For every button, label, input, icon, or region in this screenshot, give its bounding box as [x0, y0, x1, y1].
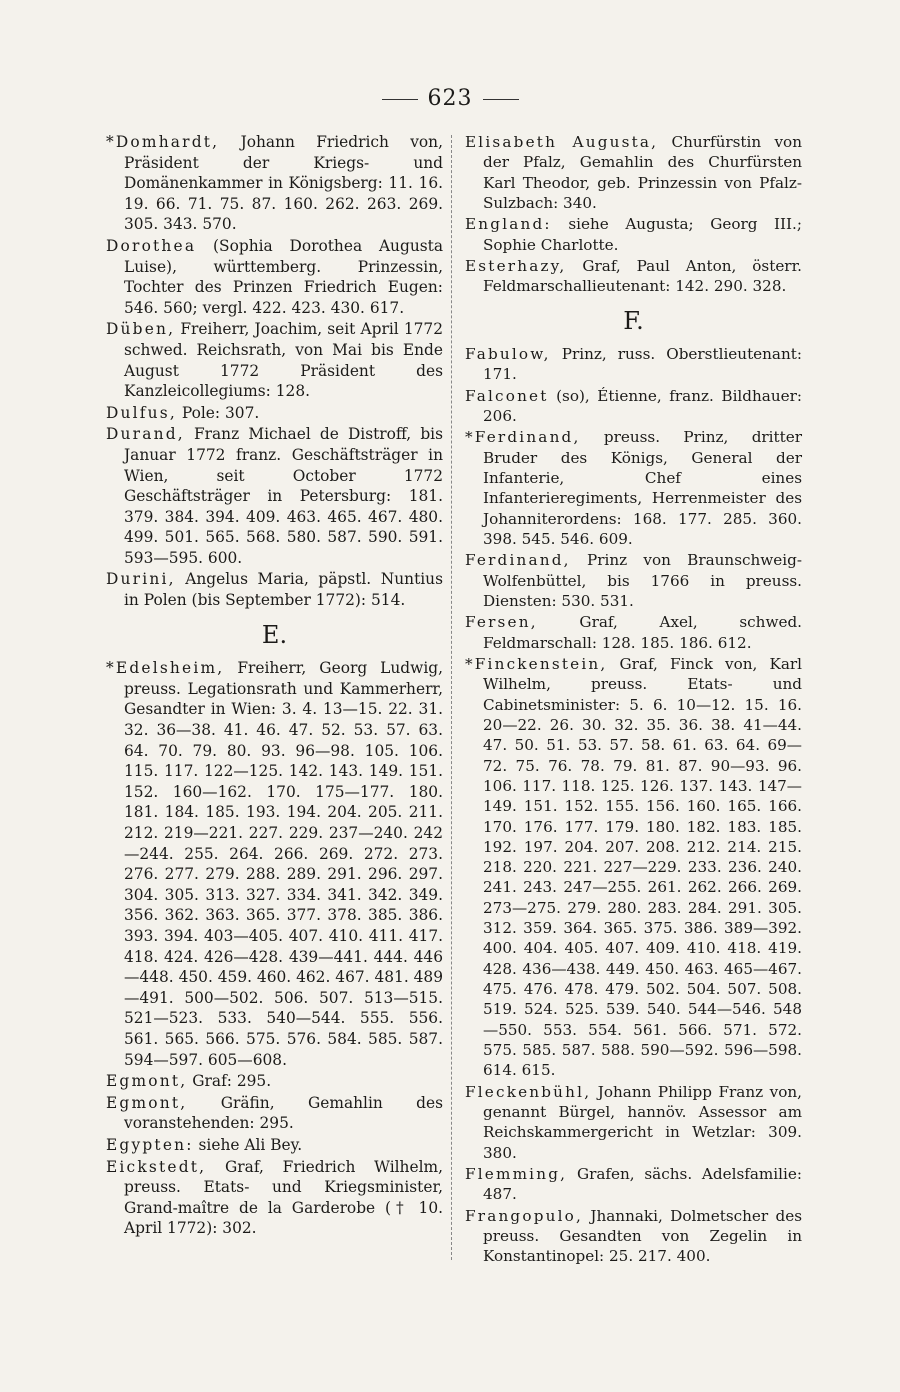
index-entry [465, 386, 802, 427]
entry-headword: *Ferdinand, [465, 428, 581, 447]
entry-text: Johann Friedrich von, Präsident der Kriegs- und Domänenkammer in Königsberg: 11. 16. 19. 66. 71. 75. 87. 160. 262. 263. 269. 305. 343. 570. [124, 133, 443, 234]
header-dash-right [483, 99, 519, 100]
entry-text: siehe Ali Bey. [193, 1135, 303, 1154]
entry-text: (so), Étienne, franz. Bildhauer: 206. [483, 386, 802, 425]
index-entry [465, 344, 802, 385]
section-letter: F. [623, 306, 644, 335]
index-entry [465, 550, 802, 611]
entry-headword: Fabulow, [465, 344, 551, 363]
column-divider [451, 135, 452, 1260]
entry-headword: *Domhardt, [106, 133, 220, 151]
entry-headword: Ferdinand, [465, 551, 571, 570]
entry-headword: Falconet [465, 386, 549, 405]
entry-text: Prinz, russ. Oberstlieutenant: 171. [483, 344, 802, 384]
entry-text: siehe Augusta; Georg III.; Sophie Charlotte. [483, 215, 802, 254]
entry-text: Grafen, sächs. Adelsfamilie: 487. [483, 1165, 802, 1204]
entry-headword: *Finckenstein, [465, 654, 608, 673]
entry-text: (Sophia Dorothea Augusta Luise), württemberg. Prinzessin, Tochter des Prinzen Friedrich Eugen: 546. 560; vergl. 422. 423. 430. 617. [124, 236, 443, 317]
header-dash-left [382, 99, 418, 100]
entry-headword: Elisabeth Augusta, [465, 133, 659, 151]
index-entry [465, 612, 802, 653]
entry-text: Churfürstin von der Pfalz, Gemahlin des Churfürsten Karl Theodor, geb. Prinzessin von Pfalz-Sulzbach: 340. [483, 133, 802, 212]
entry-text: preuss. Prinz, dritter Bruder des Königs, General der Infanterie, Chef eines Infanterieregiments, Herrenmeister des Johanniterordens: 168. 177. 285. 360. 398. 545. 546. 609. [483, 428, 802, 548]
entry-text: Graf, Finck von, Karl Wilhelm, preuss. Etats- und Cabinetsminister: 5. 6. 10—12. 15. 16. 20—22. 26. 30. 32. 35. 36. 38. 41—44. 47. 50. 51. 53. 57. 58. 61. 63. 64. 69—72. 75. 76. 78. 79. 81. 87. 90—93. 96. 106. 117. 118. 125. 126. 137. 143. 147—149. 151. 152. 155. 156. 160. 165. 166. 170. 176. 177. 179. 180. 182. 183. 185. 192. 197. 204. 207. 208. 212. 214. 215. 218. 220. 221. 227—229. 233. 236. 240. 241. 243. 247—255. 261. 262. 266. 269. 273—275. 279. 280. 283. 284. 291. 305. 312. 359. 364. 365. 375. 386. 389—392. 400. 404. 405. 407. 409. 410. 418. 419. 428. 436—438. 449. 450. 463. 465—467. 475. 476. 478. 479. 502. 504. 507. 508. 519. 524. 525. 539. 540. 544—546. 548—550. 553. 554. 561. 566. 571. 572. 575. 585. 587. 588. 590—592. 596—598. 614. 615. [483, 654, 802, 1080]
entry-headword: Egmont, [106, 1093, 188, 1112]
entry-headword: Düben, [106, 320, 176, 339]
index-entry [106, 1071, 443, 1092]
entry-text: Graf, Paul Anton, österr. Feldmarschallieutenant: 142. 290. 328. [483, 256, 802, 296]
entry-headword: England: [465, 215, 552, 234]
index-entry [465, 1082, 802, 1163]
index-entry [106, 132, 443, 235]
index-column-right [465, 132, 802, 1268]
index-entry [106, 658, 443, 1070]
index-entry [106, 424, 443, 568]
index-entry [106, 1093, 443, 1134]
page-number-header [0, 86, 900, 111]
entry-headword: Fleckenbühl, [465, 1082, 592, 1101]
entry-text: Freiherr, Joachim, seit April 1772 schwed. Reichsrath, von Mai bis Ende August 1772 Präsident des Kanzleicollegiums: 128. [124, 320, 443, 401]
index-entry [465, 256, 802, 297]
entry-headword: Frangopulo, [465, 1206, 584, 1225]
index-entry [106, 319, 443, 401]
entry-text: Graf: 295. [187, 1072, 272, 1091]
entry-headword: Durini, [106, 570, 176, 589]
index-entry [465, 132, 802, 213]
section-letter: E. [261, 620, 288, 649]
entry-text: Graf, Friedrich Wilhelm, preuss. Etats- und Kriegsminister, Grand-maître de la Garderobe († 10. April 1772): 302. [124, 1157, 443, 1238]
entry-headword: Dorothea [106, 236, 197, 255]
index-entry [465, 1164, 802, 1205]
index-entry [465, 1206, 802, 1267]
entry-headword: Dulfus, [106, 403, 177, 422]
entry-headword: Esterhazy, [465, 256, 567, 275]
index-entry [465, 214, 802, 255]
index-entry [106, 1157, 443, 1239]
entry-headword: Durand, [106, 425, 185, 444]
entry-headword: Fersen, [465, 613, 538, 632]
index-entry [465, 427, 802, 549]
entry-headword: Egypten: [106, 1135, 194, 1154]
entry-headword: *Edelsheim, [106, 659, 225, 678]
index-entry [106, 1135, 443, 1156]
entry-text: Gräfin, Gemahlin des voranstehenden: 295. [124, 1093, 443, 1133]
entry-headword: Eickstedt, [106, 1157, 207, 1176]
entry-headword: Flemming, [465, 1165, 568, 1184]
index-entry [106, 236, 443, 318]
page-number: 623 [427, 86, 473, 111]
entry-text: Pole: 307. [176, 403, 260, 422]
entry-text: Johann Philipp Franz von, genannt Bürgel, hannöv. Assessor am Reichskammergericht in Wetzlar: 309. 380. [483, 1082, 802, 1162]
index-column-left [106, 132, 443, 1240]
entry-text: Freiherr, Georg Ludwig, preuss. Legationsrath und Kammerherr, Gesandter in Wien: 3. 4. 13—15. 22. 31. 32. 36—38. 41. 46. 47. 52. 53. 57. 63. 64. 70. 79. 80. 93. 96—98. 105. 106. 115. 117. 122—125. 142. 143. 149. 151. 152. 160—162. 170. 175—177. 180. 181. 184. 185. 193. 194. 204. 205. 211. 212. 219—221. 227. 229. 237—240. 242—244. 255. 264. 266. 269. 272. 273. 276. 277. 279. 288. 289. 291. 296. 297. 304. 305. 313. 327. 334. 341. 342. 349. 356. 362. 363. 365. 377. 378. 385. 386. 393. 394. 403—405. 407. 410. 411. 417. 418. 424. 426—428. 439—441. 444. 446—448. 450. 459. 460. 462. 467. 481. 489—491. 500—502. 506. 507. 513—515. 521—523. 533. 540—544. 555. 556. 561. 565. 566. 575. 576. 584. 585. 587. 594—597. 605—608. [124, 659, 443, 1069]
entry-text: Angelus Maria, päpstl. Nuntius in Polen (bis September 1772): 514. [124, 570, 443, 610]
entry-headword: Egmont, [106, 1072, 188, 1091]
entry-text: Graf, Axel, schwed. Feldmarschall: 128. 185. 186. 612. [483, 613, 802, 652]
index-entry [106, 569, 443, 610]
index-entry [106, 403, 443, 424]
entry-text: Franz Michael de Distroff, bis Januar 1772 franz. Geschäftsträger in Wien, seit October 1772 Geschäftsträger in Petersburg: 181. 379. 384. 394. 409. 463. 465. 467. 480. 499. 501. 565. 568. 580. 587. 590. 591. 593—595. 600. [124, 425, 443, 567]
entry-text: Prinz von Braunschweig-Wolfenbüttel, bis 1766 in preuss. Diensten: 530. 531. [483, 551, 802, 610]
entry-text: Jhannaki, Dolmetscher des preuss. Gesandten von Zegelin in Konstantinopel: 25. 217. 400. [483, 1206, 802, 1266]
index-entry [465, 654, 802, 1081]
